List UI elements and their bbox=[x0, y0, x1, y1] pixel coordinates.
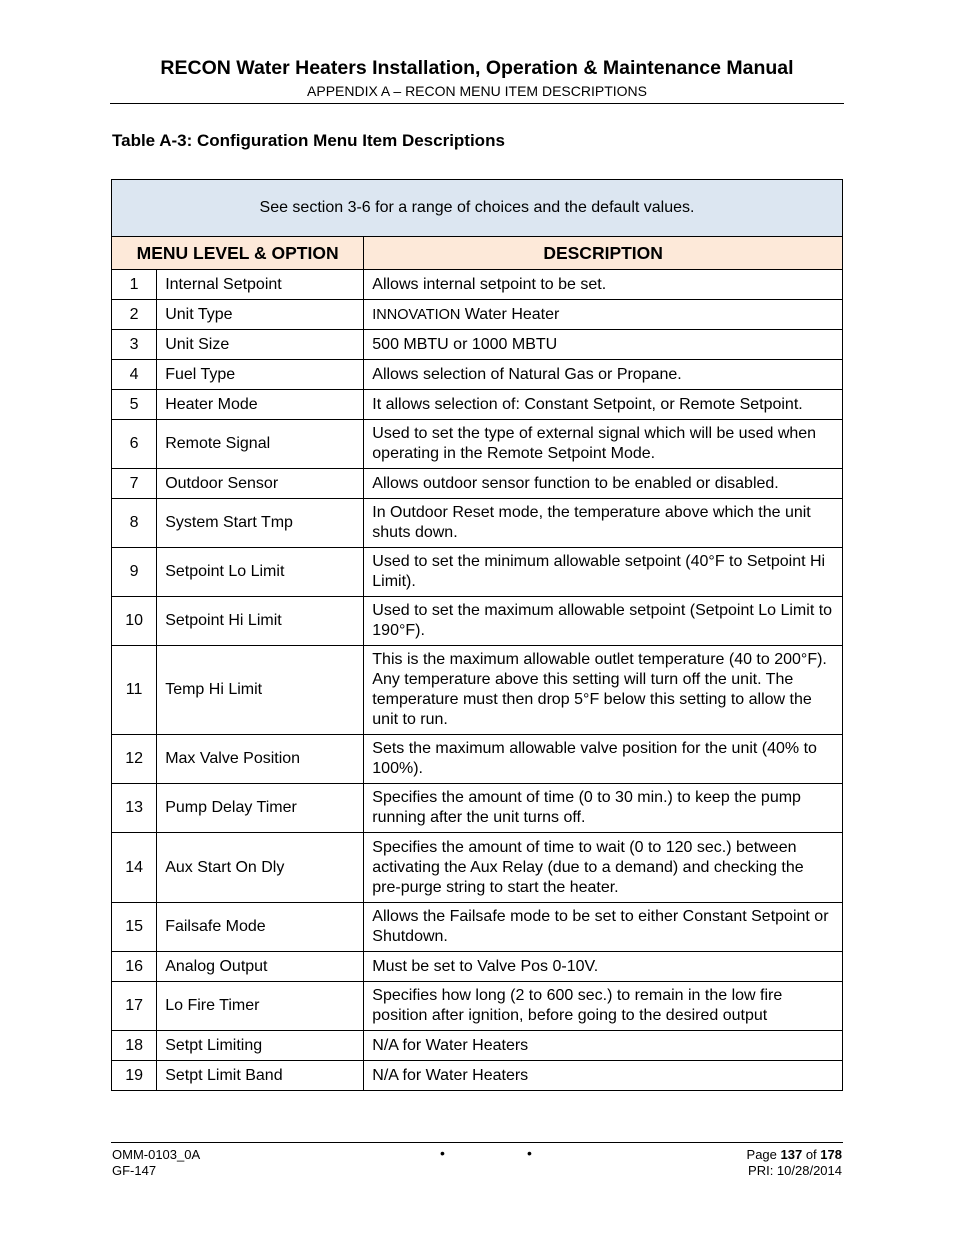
row-number: 16 bbox=[112, 952, 157, 982]
menu-option: Setpt Limiting bbox=[157, 1031, 364, 1061]
column-header-description: DESCRIPTION bbox=[364, 237, 843, 270]
table-row bbox=[112, 982, 843, 1031]
option-description: Allows selection of Natural Gas or Propane. bbox=[364, 360, 843, 390]
row-number: 7 bbox=[112, 469, 157, 499]
page-total: 178 bbox=[820, 1147, 842, 1162]
column-header-menu-level: MENU LEVEL & OPTION bbox=[112, 237, 364, 270]
pri-date: PRI: 10/28/2014 bbox=[748, 1163, 842, 1178]
row-number: 14 bbox=[112, 833, 157, 903]
page-current: 137 bbox=[780, 1147, 803, 1162]
table-row bbox=[112, 548, 843, 597]
row-number: 9 bbox=[112, 548, 157, 597]
menu-option: Internal Setpoint bbox=[157, 270, 364, 300]
page-label: Page bbox=[746, 1147, 781, 1162]
table-row bbox=[112, 270, 843, 300]
menu-option: Setpoint Hi Limit bbox=[157, 597, 364, 646]
menu-option: Pump Delay Timer bbox=[157, 784, 364, 833]
menu-option: Temp Hi Limit bbox=[157, 646, 364, 735]
table-row bbox=[112, 952, 843, 982]
row-number: 13 bbox=[112, 784, 157, 833]
table-row bbox=[112, 1061, 843, 1091]
menu-option: Max Valve Position bbox=[157, 735, 364, 784]
menu-option: Fuel Type bbox=[157, 360, 364, 390]
option-description: Used to set the maximum allowable setpoint (Setpoint Lo Limit to 190°F). bbox=[364, 597, 843, 646]
table-row bbox=[112, 469, 843, 499]
menu-option: Remote Signal bbox=[157, 420, 364, 469]
row-number: 5 bbox=[112, 390, 157, 420]
row-number: 19 bbox=[112, 1061, 157, 1091]
option-description: Allows internal setpoint to be set. bbox=[364, 270, 843, 300]
table-row bbox=[112, 390, 843, 420]
option-description: Specifies the amount of time (0 to 30 min.) to keep the pump running after the unit turns off. bbox=[364, 784, 843, 833]
appendix-subtitle: APPENDIX A – RECON MENU ITEM DESCRIPTIONS bbox=[307, 83, 647, 99]
menu-option: Outdoor Sensor bbox=[157, 469, 364, 499]
menu-option: Lo Fire Timer bbox=[157, 982, 364, 1031]
row-number: 15 bbox=[112, 903, 157, 952]
option-description-text: Water Heater bbox=[460, 305, 560, 323]
table-row bbox=[112, 330, 843, 360]
row-number: 3 bbox=[112, 330, 157, 360]
page-number bbox=[747, 1147, 842, 1163]
page-header bbox=[110, 56, 844, 101]
option-description: Used to set the minimum allowable setpoint (40°F to Setpoint Hi Limit). bbox=[364, 548, 843, 597]
menu-option: Unit Type bbox=[157, 300, 364, 330]
option-description: Used to set the type of external signal which will be used when operating in the Remote Setpoint Mode. bbox=[364, 420, 843, 469]
row-number: 4 bbox=[112, 360, 157, 390]
option-description: This is the maximum allowable outlet temperature (40 to 200°F). Any temperature above this setting will turn off the unit. The temperature must then drop 5°F below this setting to allow the unit to run. bbox=[364, 646, 843, 735]
option-description: Must be set to Valve Pos 0-10V. bbox=[364, 952, 843, 982]
menu-option: Heater Mode bbox=[157, 390, 364, 420]
document-title: RECON Water Heaters Installation, Operation & Maintenance Manual bbox=[160, 57, 794, 79]
option-description: N/A for Water Heaters bbox=[364, 1061, 843, 1091]
row-number: 8 bbox=[112, 499, 157, 548]
menu-option: Unit Size bbox=[157, 330, 364, 360]
footer-divider bbox=[111, 1142, 843, 1143]
row-number: 18 bbox=[112, 1031, 157, 1061]
header-divider bbox=[110, 103, 844, 104]
row-number: 6 bbox=[112, 420, 157, 469]
option-description: Sets the maximum allowable valve position for the unit (40% to 100%). bbox=[364, 735, 843, 784]
page-of: of bbox=[802, 1147, 821, 1162]
table-row bbox=[112, 833, 843, 903]
table-header-row bbox=[112, 237, 843, 270]
table-note-row bbox=[112, 180, 843, 237]
table-row bbox=[112, 360, 843, 390]
option-description: Allows the Failsafe mode to be set to either Constant Setpoint or Shutdown. bbox=[364, 903, 843, 952]
option-description: Specifies how long (2 to 600 sec.) to remain in the low fire position after ignition, before going to the desired output bbox=[364, 982, 843, 1031]
table-row bbox=[112, 646, 843, 735]
row-number: 12 bbox=[112, 735, 157, 784]
menu-option: Failsafe Mode bbox=[157, 903, 364, 952]
footer-left bbox=[112, 1147, 200, 1179]
option-description: In Outdoor Reset mode, the temperature above which the unit shuts down. bbox=[364, 499, 843, 548]
table-note: See section 3-6 for a range of choices and the default values. bbox=[112, 180, 843, 237]
option-description bbox=[364, 300, 843, 330]
footer-bullet: • bbox=[527, 1145, 532, 1161]
option-description: Allows outdoor sensor function to be enabled or disabled. bbox=[364, 469, 843, 499]
option-description: Specifies the amount of time to wait (0 to 120 sec.) between activating the Aux Relay (due to a demand) and checking the pre-purge string to start the heater. bbox=[364, 833, 843, 903]
table-row bbox=[112, 420, 843, 469]
row-number: 17 bbox=[112, 982, 157, 1031]
table-row bbox=[112, 1031, 843, 1061]
table-row bbox=[112, 903, 843, 952]
row-number: 1 bbox=[112, 270, 157, 300]
row-number: 10 bbox=[112, 597, 157, 646]
menu-option: Setpoint Lo Limit bbox=[157, 548, 364, 597]
product-name: INNOVATION bbox=[372, 306, 461, 323]
doc-number: OMM-0103_0A bbox=[112, 1147, 201, 1162]
table-row bbox=[112, 784, 843, 833]
option-description: N/A for Water Heaters bbox=[364, 1031, 843, 1061]
menu-option: System Start Tmp bbox=[157, 499, 364, 548]
table-caption: Table A-3: Configuration Menu Item Descriptions bbox=[112, 131, 505, 150]
option-description: 500 MBTU or 1000 MBTU bbox=[364, 330, 843, 360]
menu-option: Aux Start On Dly bbox=[157, 833, 364, 903]
table-row bbox=[112, 735, 843, 784]
row-number: 2 bbox=[112, 300, 157, 330]
menu-option: Setpt Limit Band bbox=[157, 1061, 364, 1091]
menu-option: Analog Output bbox=[157, 952, 364, 982]
configuration-menu-table bbox=[111, 179, 843, 1091]
footer-bullet: • bbox=[440, 1145, 445, 1161]
option-description: It allows selection of: Constant Setpoint, or Remote Setpoint. bbox=[364, 390, 843, 420]
gf-number: GF-147 bbox=[112, 1163, 157, 1178]
footer-right bbox=[747, 1147, 842, 1179]
table-row bbox=[112, 597, 843, 646]
row-number: 11 bbox=[112, 646, 157, 735]
table-row bbox=[112, 499, 843, 548]
table-row bbox=[112, 300, 843, 330]
